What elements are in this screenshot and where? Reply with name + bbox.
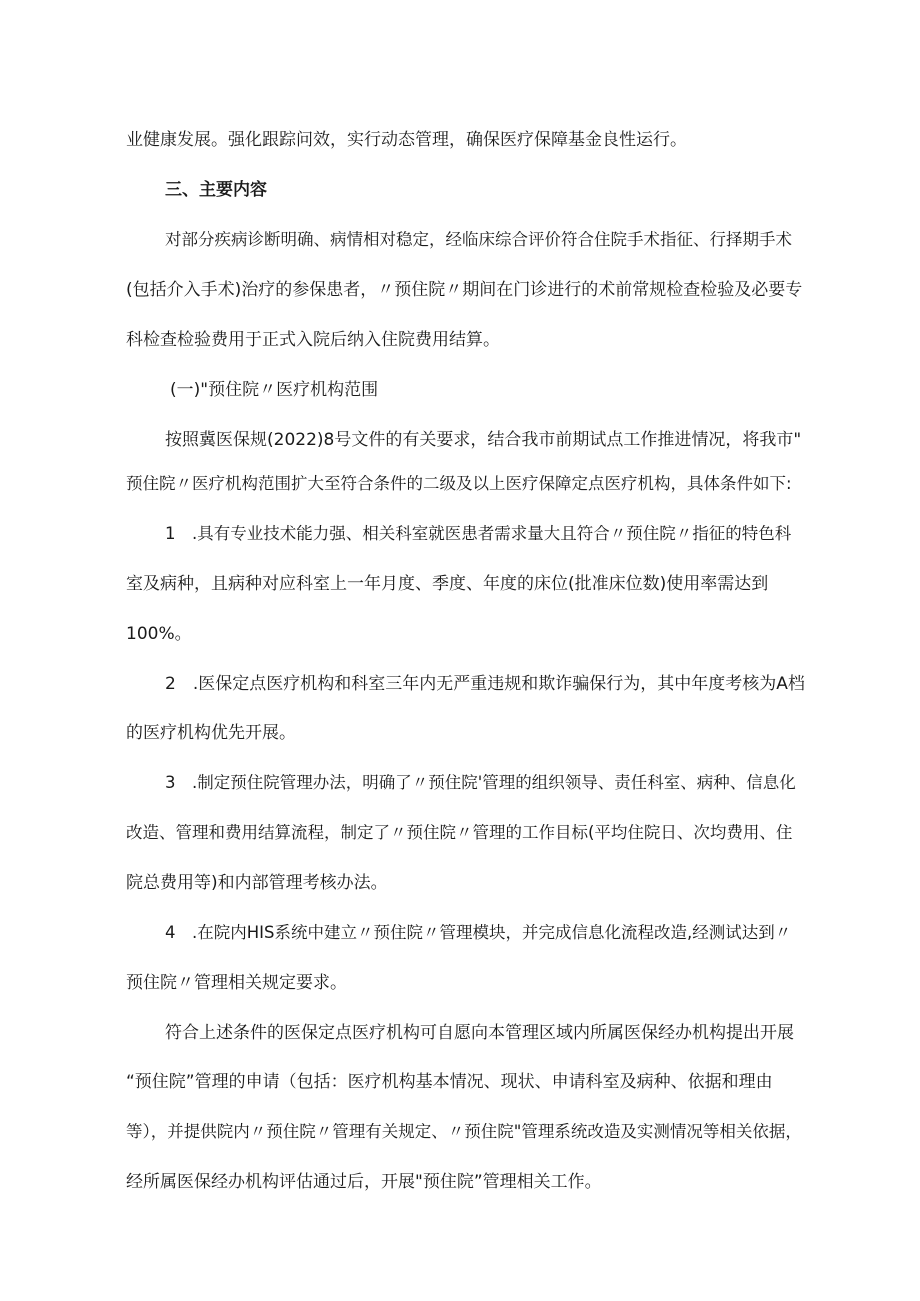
paragraph-line: 等），并提供院内〃预住院〃管理有关规定、〃预住院"管理系统改造及实测情况等相关依据， xyxy=(126,1122,802,1141)
paragraph-line: 符合上述条件的医保定点医疗机构可自愿向本管理区域内所属医保经办机构提出开展 xyxy=(165,1023,794,1043)
list-item-line: 改造、管理和费用结算流程，制定了〃预住院〃管理的工作目标(平均住院日、次均费用、住 xyxy=(126,823,793,842)
paragraph-line: 对部分疾病诊断明确、病情相对稳定，经临床综合评价符合住院手术指征、行择期手术 xyxy=(165,230,792,249)
list-item-line: 预住院〃管理相关规定要求。 xyxy=(126,973,347,993)
paragraph-line: 预住院〃医疗机构范围扩大至符合条件的二级及以上医疗保障定点医疗机构，具体条件如下: xyxy=(126,474,792,493)
section-heading: 三、主要内容 xyxy=(165,180,267,200)
list-item-line: 4 .在院内HIS系统中建立〃预住院〃管理模块，并完成信息化流程改造,经测试达到〃 xyxy=(165,923,792,942)
paragraph-line: “预住院”管理的申请（包括：医疗机构基本情况、现状、申请科室及病种、依据和理由 xyxy=(126,1072,773,1092)
paragraph-line: (包括介入手术)治疗的参保患者，〃预住院〃期间在门诊进行的术前常规检查检验及必要专 xyxy=(126,280,803,300)
paragraph-line: 科检查检验费用于正式入院后纳入住院费用结算。 xyxy=(126,330,500,350)
list-item-line: 1 .具有专业技术能力强、相关科室就医患者需求量大且符合〃预住院〃指征的特色科 xyxy=(165,524,792,543)
list-item-line: 3 .制定预住院管理办法，明确了〃预住院'管理的组织领导、责任科室、病种、信息化 xyxy=(165,773,796,792)
paragraph-line: 业健康发展。强化跟踪问效，实行动态管理，确保医疗保障基金良性运行。 xyxy=(126,130,687,150)
subsection-heading: (一)"预住院〃医疗机构范围 xyxy=(170,380,379,400)
paragraph-line: 按照冀医保规(2022)8号文件的有关要求，结合我市前期试点工作推进情况，将我市" xyxy=(165,430,802,450)
list-item-line: 100%。 xyxy=(126,624,192,644)
list-item-line: 的医疗机构优先开展。 xyxy=(126,723,296,743)
list-item-line: 院总费用等)和内部管理考核办法。 xyxy=(126,873,388,893)
list-item-line: 室及病种，且病种对应科室上一年月度、季度、年度的床位(批准床位数)使用率需达到 xyxy=(126,574,769,594)
paragraph-line: 经所属医保经办机构评估通过后，开展"预住院”管理相关工作。 xyxy=(126,1172,602,1192)
list-item-line: 2 .医保定点医疗机构和科室三年内无严重违规和欺诈骗保行为，其中年度考核为A档 xyxy=(165,674,805,694)
